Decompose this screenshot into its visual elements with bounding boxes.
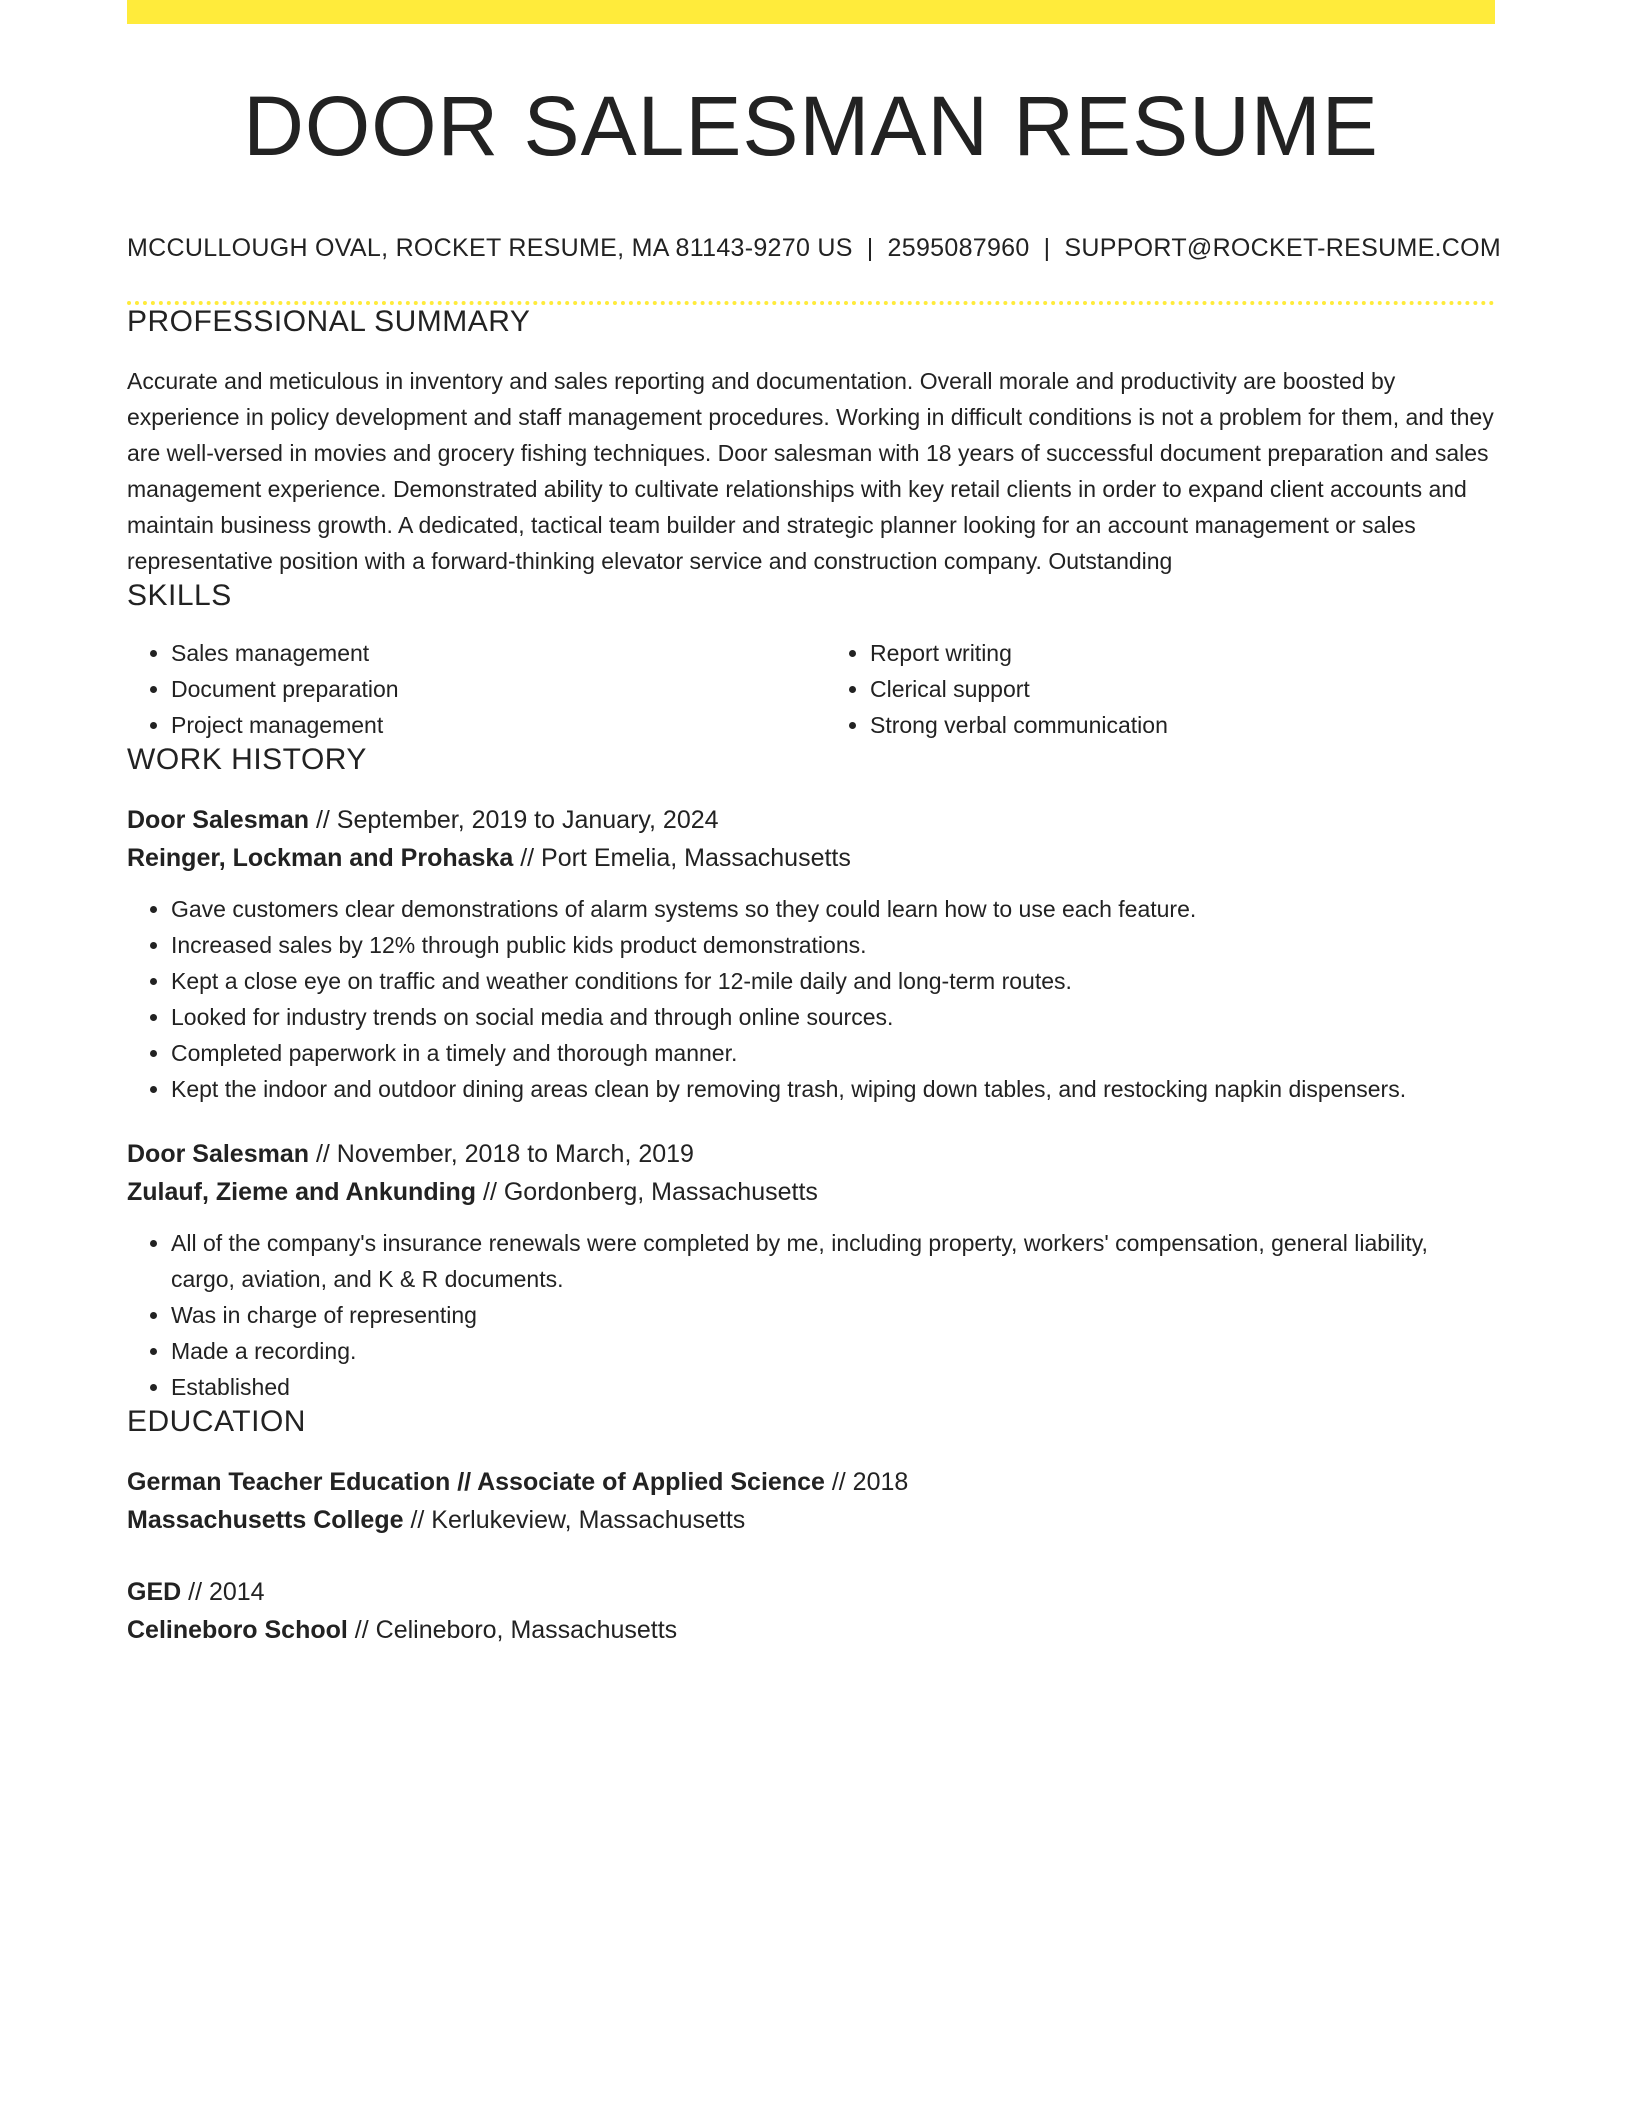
degree-line (127, 1573, 1495, 1611)
duty-item: • Increased sales by 12% through public kids product demonstrations. (171, 927, 1495, 963)
job-title: Door Salesman (127, 806, 310, 835)
email: SUPPORT@ROCKET-RESUME.COM (1064, 234, 1502, 263)
company-location: // Gordonberg, Massachusetts (476, 1178, 818, 1207)
separator: | (1043, 234, 1051, 263)
job-duties (127, 1225, 1495, 1405)
degree: GED (127, 1578, 182, 1607)
separator: | (866, 234, 874, 263)
skills-column-left (127, 635, 796, 743)
job-dates: // November, 2018 to March, 2019 (309, 1140, 694, 1169)
job-company-line (127, 839, 1495, 877)
address: MCCULLOUGH OVAL, ROCKET RESUME, MA 81143-9270 US (127, 234, 853, 263)
school-location: // Celineboro, Massachusetts (347, 1616, 678, 1645)
duty-item: • Made a recording. (171, 1333, 1495, 1369)
company-location: // Port Emelia, Massachusetts (513, 844, 851, 873)
work-history-heading: WORK HISTORY (127, 743, 367, 777)
skill-item: • Strong verbal communication (870, 707, 1495, 743)
job-entry (127, 1135, 1495, 1405)
job-title: Door Salesman (127, 1140, 310, 1169)
duty-item: • Kept the indoor and outdoor dining areas clean by removing trash, wiping down tables, and restocking napkin dispensers. (171, 1071, 1495, 1107)
company-name: Zulauf, Zieme and Ankunding (127, 1178, 477, 1207)
skill-item: • Document preparation (171, 671, 796, 707)
job-title-line (127, 801, 1495, 839)
degree: German Teacher Education // Associate of Applied Science (127, 1468, 825, 1497)
duty-item: • Looked for industry trends on social media and through online sources. (171, 999, 1495, 1035)
skill-item: • Sales management (171, 635, 796, 671)
education-entry (127, 1463, 1495, 1539)
school-name: Massachusetts College (127, 1506, 404, 1535)
graduation-year: // 2018 (824, 1468, 909, 1497)
school-name: Celineboro School (127, 1616, 348, 1645)
school-line (127, 1501, 1495, 1539)
skills-list (127, 635, 1495, 743)
skills-column-right (826, 635, 1495, 743)
skill-item: • Clerical support (870, 671, 1495, 707)
duty-item: • Completed paperwork in a timely and thorough manner. (171, 1035, 1495, 1071)
education-entry (127, 1573, 1495, 1649)
company-name: Reinger, Lockman and Prohaska (127, 844, 514, 873)
accent-bar (127, 0, 1495, 24)
skill-item: • Report writing (870, 635, 1495, 671)
graduation-year: // 2014 (181, 1578, 265, 1607)
contact-line (127, 234, 1502, 263)
resume-title: DOOR SALESMAN RESUME (243, 79, 1379, 173)
education-heading: EDUCATION (127, 1405, 306, 1439)
job-duties (127, 891, 1495, 1107)
school-line (127, 1611, 1495, 1649)
job-entry (127, 801, 1495, 1107)
duty-item: • Established (171, 1369, 1495, 1405)
school-location: // Kerlukeview, Massachusetts (403, 1506, 746, 1535)
phone: 2595087960 (887, 234, 1030, 263)
duty-item: • All of the company's insurance renewals were completed by me, including property, workers' compensation, general liability, cargo, aviation, and K & R documents. (171, 1225, 1495, 1297)
duty-item: • Gave customers clear demonstrations of alarm systems so they could learn how to use each feature. (171, 891, 1495, 927)
summary-text: Accurate and meticulous in inventory and sales reporting and documentation. Overall morale and productivity are boosted by experience in policy development and staff management procedures. Working in difficult conditions is not a problem for them, and they are well-versed in movies and grocery fishing techniques. Door salesman with 18 years of successful document preparation and sales management experience. Demonstrated ability to cultivate relationships with key retail clients in order to expand client accounts and maintain business growth. A dedicated, tactical team builder and strategic planner looking for an account management or sales representative position with a forward-thinking elevator service and construction company. Outstanding (127, 368, 1494, 575)
skills-heading: SKILLS (127, 579, 232, 613)
job-dates: // September, 2019 to January, 2024 (309, 806, 719, 835)
job-title-line (127, 1135, 1495, 1173)
resume-page (127, 0, 1502, 1649)
skill-item: • Project management (171, 707, 796, 743)
job-company-line (127, 1173, 1495, 1211)
duty-item: • Was in charge of representing (171, 1297, 1495, 1333)
summary-heading: PROFESSIONAL SUMMARY (127, 305, 531, 339)
duty-item: • Kept a close eye on traffic and weather conditions for 12-mile daily and long-term routes. (171, 963, 1495, 999)
degree-line (127, 1463, 1495, 1501)
